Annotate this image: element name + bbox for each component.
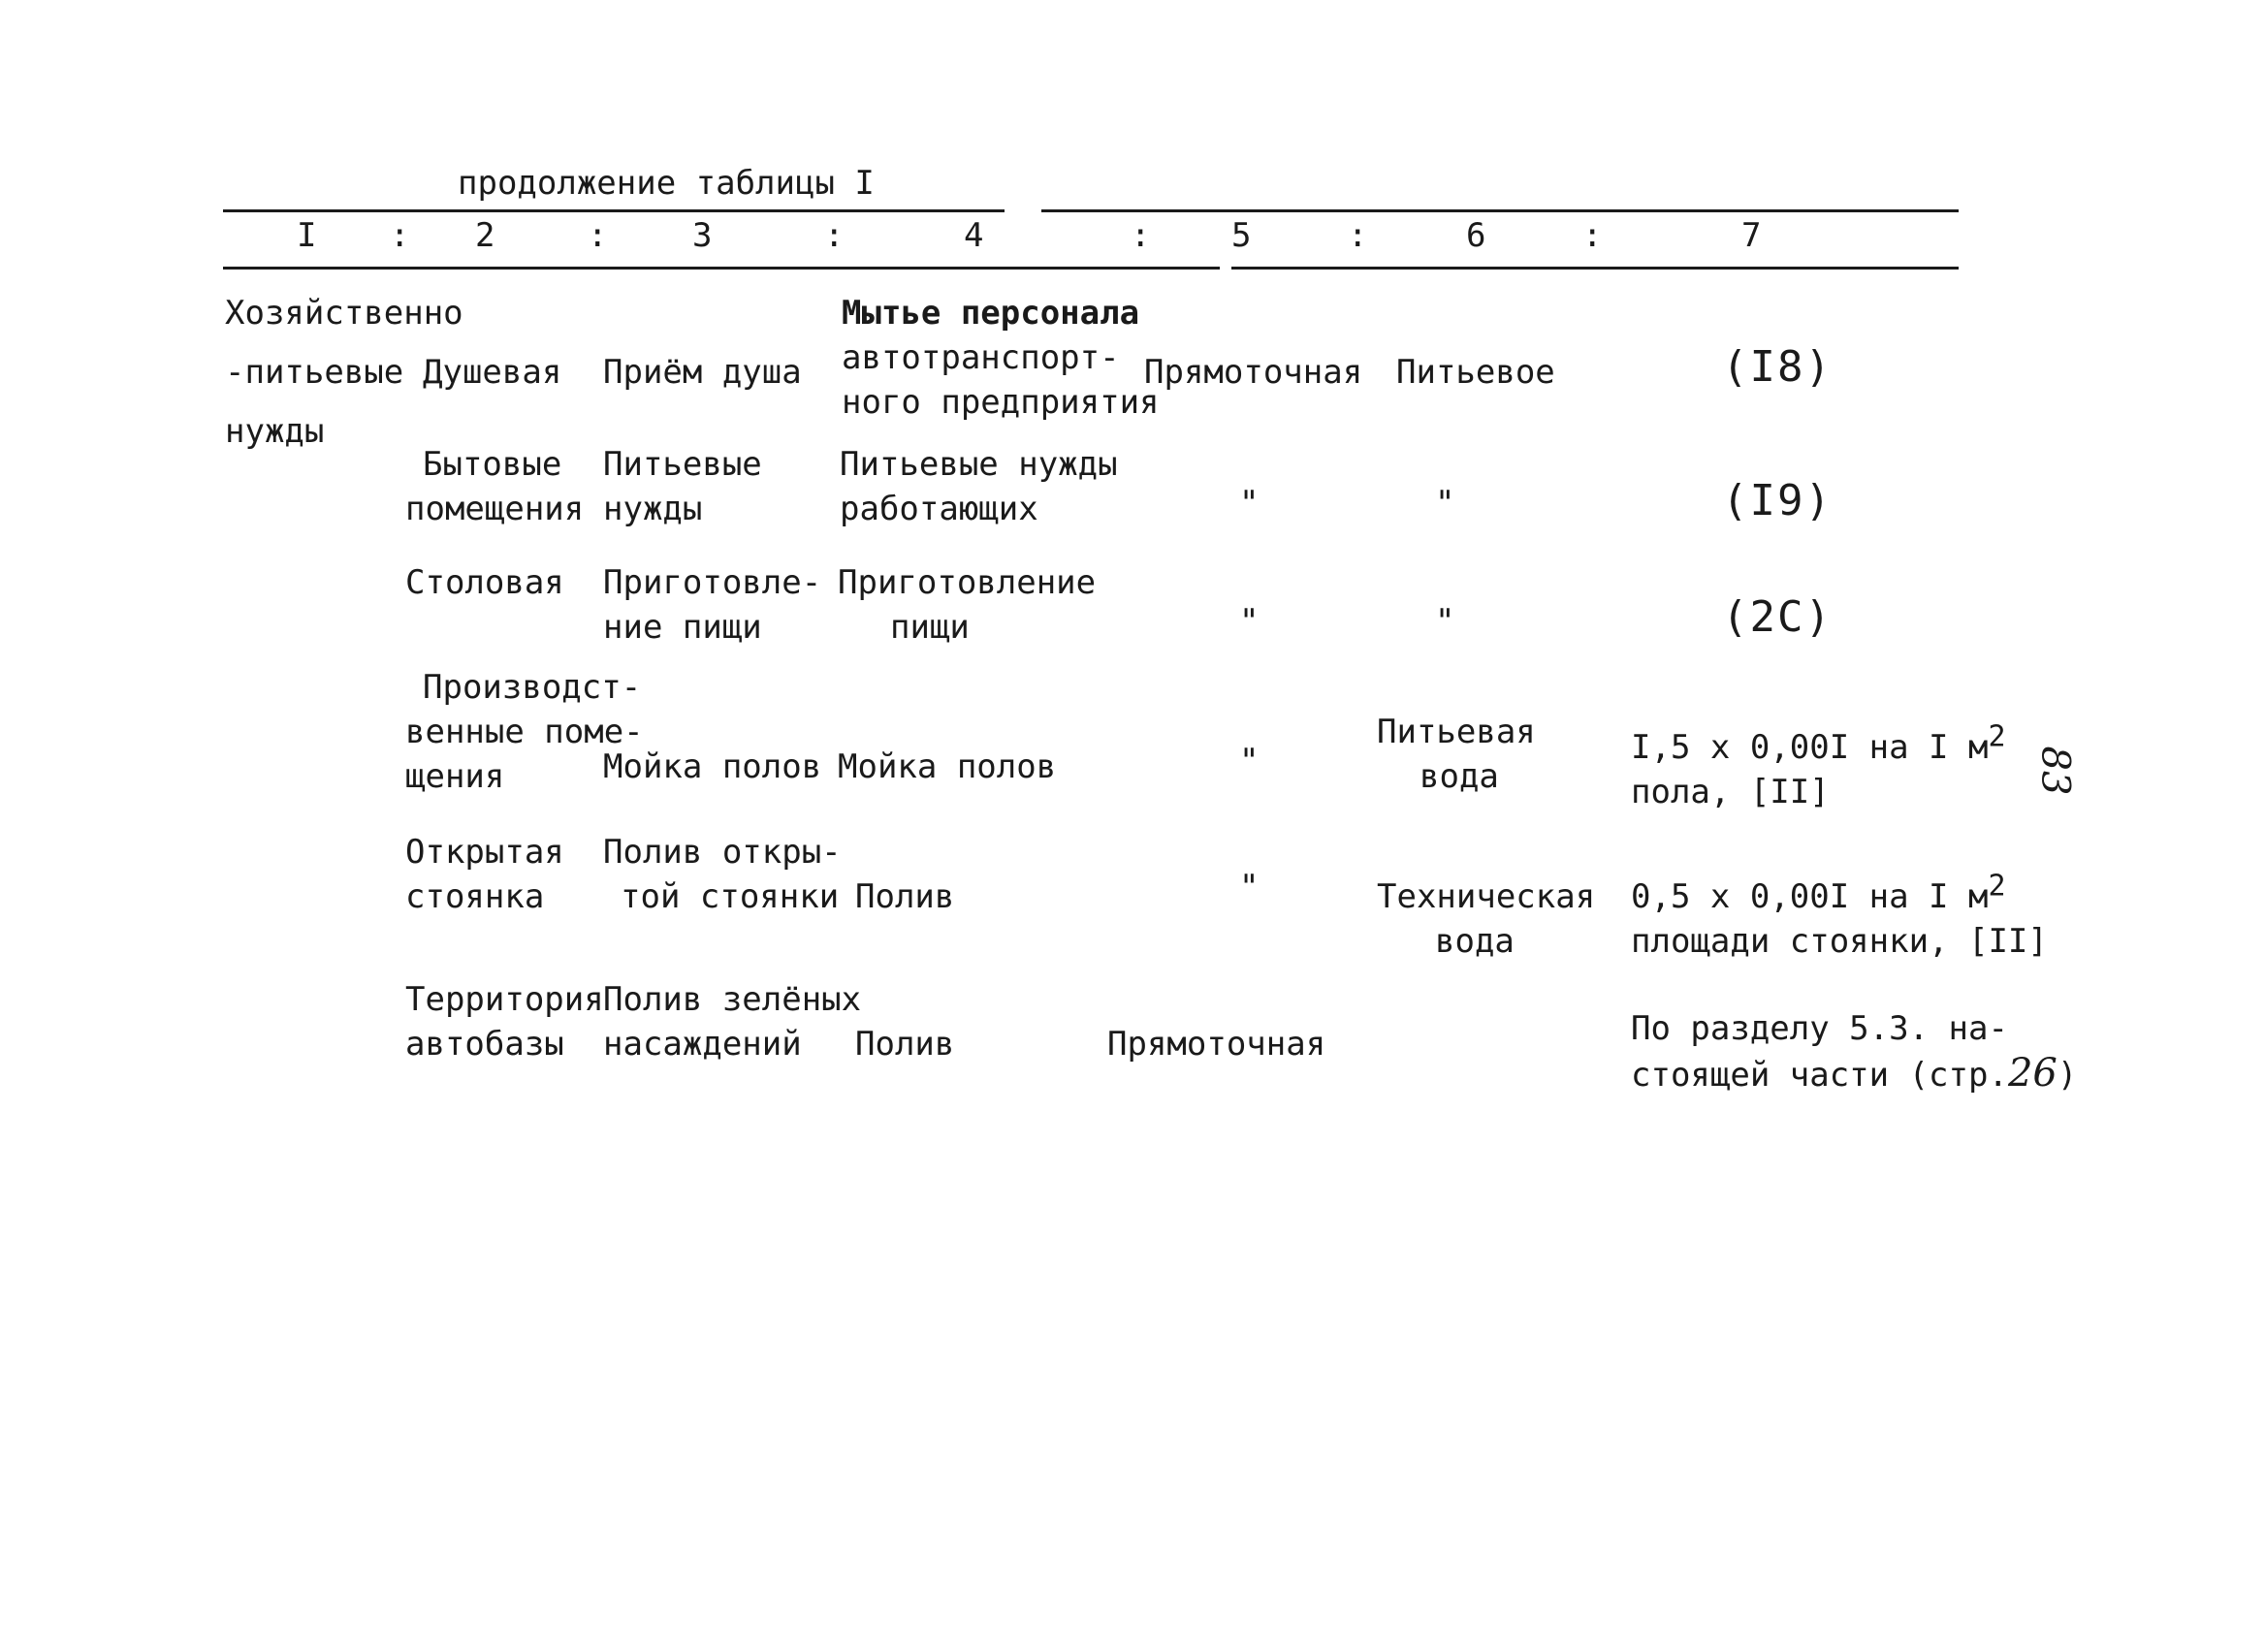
cell-water-type: Питьевое xyxy=(1396,353,1555,392)
ditto-mark: " xyxy=(1239,868,1260,906)
ditto-mark: " xyxy=(1239,602,1260,641)
column-separator: : xyxy=(1348,216,1368,255)
cell-purpose: Мытье персонала xyxy=(842,294,1140,333)
cell-object: Открытая xyxy=(405,833,564,872)
column-separator: : xyxy=(824,216,845,255)
group-label-line3: нужды xyxy=(225,412,325,451)
cell-object: стоянка xyxy=(405,877,545,916)
cell-system: Прямоточная xyxy=(1107,1025,1326,1064)
norm-text: I,5 x 0,00I на I м xyxy=(1631,728,1989,767)
header-top-rule-left xyxy=(223,209,1005,212)
header-bottom-rule-right xyxy=(1231,267,1959,270)
cell-process: Мойка полов xyxy=(603,747,822,786)
column-separator: : xyxy=(1131,216,1151,255)
cell-formula-ref: (2C) xyxy=(1722,592,1833,642)
cell-process: той стоянки xyxy=(621,877,840,916)
cell-purpose: пищи xyxy=(890,608,970,647)
cell-norm xyxy=(1631,869,2006,919)
cell-formula-ref: (I8) xyxy=(1722,342,1833,392)
norm-text: ) xyxy=(2057,1056,2078,1095)
cell-purpose: ного предприятия xyxy=(842,383,1160,422)
cell-purpose: Приготовление xyxy=(838,563,1097,602)
table-caption: продолжение таблицы I xyxy=(458,164,875,203)
cell-process: Приготовле- xyxy=(603,563,822,602)
cell-norm: По разделу 5.3. на- xyxy=(1631,1009,2008,1048)
cell-object: щения xyxy=(405,757,505,796)
cell-object: Столовая xyxy=(405,563,564,602)
cell-purpose: Полив xyxy=(855,1025,955,1064)
cell-process: Приём душа xyxy=(603,353,802,392)
cell-norm xyxy=(1631,719,2006,770)
cell-system: Прямоточная xyxy=(1144,353,1363,392)
column-header-7: 7 xyxy=(1741,216,1762,255)
cell-water-type: Техническая xyxy=(1377,877,1596,916)
cell-process: Полив зелёных xyxy=(603,980,862,1019)
group-label-line1: Хозяйственно xyxy=(225,294,463,333)
cell-norm: пола, [II] xyxy=(1631,773,1830,811)
cell-process: Питьевые xyxy=(603,445,762,484)
cell-norm xyxy=(1631,1051,2077,1097)
cell-norm: площади стоянки, [II] xyxy=(1631,922,2048,961)
cell-water-type: вода xyxy=(1420,757,1499,796)
superscript: 2 xyxy=(1988,719,2006,754)
column-header-1: I xyxy=(297,216,317,255)
cell-object: Производст- xyxy=(423,668,642,707)
page-number: 83 xyxy=(2032,746,2078,796)
cell-object: венные поме- xyxy=(405,713,644,751)
column-separator: : xyxy=(588,216,608,255)
cell-process: ние пищи xyxy=(603,608,762,647)
column-separator: : xyxy=(390,216,410,255)
cell-purpose: Полив xyxy=(855,877,955,916)
column-separator: : xyxy=(1582,216,1603,255)
cell-object: автобазы xyxy=(405,1025,564,1064)
cell-water-type: вода xyxy=(1435,922,1515,961)
handwritten-page-ref: 26 xyxy=(2007,1051,2058,1096)
cell-formula-ref: (I9) xyxy=(1722,476,1833,525)
column-header-2: 2 xyxy=(475,216,495,255)
header-top-rule-right xyxy=(1041,209,1959,212)
norm-text: стоящей части (стр. xyxy=(1631,1056,2008,1095)
cell-process: Полив откры- xyxy=(603,833,842,872)
cell-process: насаждений xyxy=(603,1025,802,1064)
group-label-line2: -питьевые xyxy=(225,353,404,392)
cell-object: помещения xyxy=(405,490,585,528)
column-header-3: 3 xyxy=(692,216,713,255)
cell-object: Территория xyxy=(405,980,604,1019)
ditto-mark: " xyxy=(1435,602,1455,641)
norm-text: 0,5 x 0,00I на I м xyxy=(1631,877,1989,916)
cell-object: Душевая xyxy=(423,353,562,392)
ditto-mark: " xyxy=(1435,484,1455,523)
cell-process: нужды xyxy=(603,490,703,528)
ditto-mark: " xyxy=(1239,484,1260,523)
superscript: 2 xyxy=(1988,869,2006,904)
cell-water-type: Питьевая xyxy=(1377,713,1536,751)
cell-purpose: автотранспорт- xyxy=(842,338,1120,377)
cell-purpose: работающих xyxy=(840,490,1038,528)
column-header-5: 5 xyxy=(1231,216,1252,255)
column-header-6: 6 xyxy=(1466,216,1486,255)
ditto-mark: " xyxy=(1239,742,1260,780)
cell-purpose: Мойка полов xyxy=(838,747,1057,786)
column-header-4: 4 xyxy=(964,216,984,255)
cell-purpose: Питьевые нужды xyxy=(840,445,1118,484)
header-bottom-rule-left xyxy=(223,267,1220,270)
cell-object: Бытовые xyxy=(423,445,562,484)
